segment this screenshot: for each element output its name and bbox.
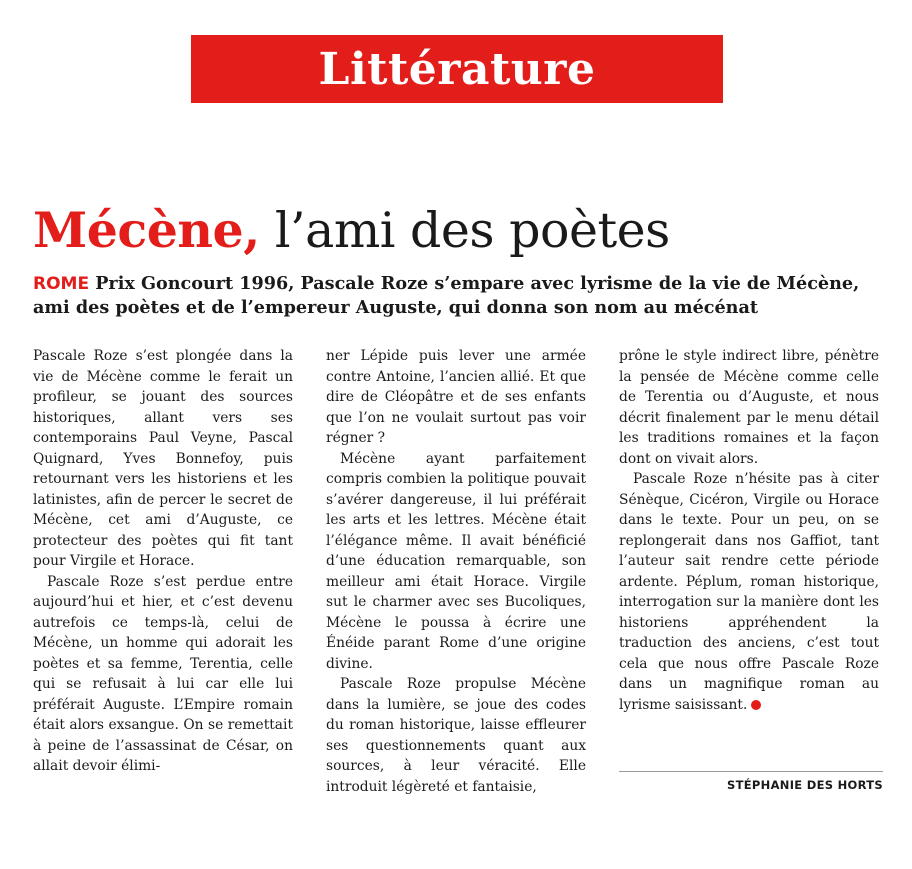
- article-paragraph-text: Pascale Roze n’hésite pas à citer Sénèque, Cicéron, Virgile ou Horace dans le texte. Pour un peu, on se replongerait dans nos Gaffiot, tant l’auteur sait rendre cette période ardente. Péplum, roman historique, interrogation sur la manière dont les historiens appréhendent la traduction des anciens, c’est tout cela que nous offre Pascale Roze dans un magnifique roman au lyrisme saisissant.: [619, 471, 879, 713]
- article-paragraph: prône le style indirect libre, pénètre la pensée de Mécène comme celle de Terentia ou d’Auguste, et nous décrit finalement par le menu détail les traditions romaines et la façon dont on vivait alors.: [619, 348, 879, 467]
- article-paragraph: Pascale Roze s’est plongée dans la vie de Mécène comme le ferait un profileur, se jouant des sources historiques, allant vers ses contemporains Paul Veyne, Pascal Quignard, Yves Bonnefoy, puis retournant vers les historiens et les latinistes, afin de percer le secret de Mécène, cet ami d’Auguste, ce protecteur des poètes qui fit tant pour Virgile et Horace.: [33, 348, 293, 569]
- article-paragraph: ner Lépide puis lever une armée contre Antoine, l’ancien allié. Et que dire de Cléopâtre et de ses enfants que l’on ne voulait surtout pas voir régner ?: [326, 348, 586, 446]
- section-title: Littérature: [318, 43, 596, 95]
- article-paragraph: Pascale Roze propulse Mécène dans la lumière, se joue des codes du roman historique, laisse effleurer ses questionnements quant aux sources, à leur véracité. Elle introduit légèreté et fantaisie,: [326, 676, 586, 795]
- headline: [33, 198, 670, 263]
- headline-accent: Mécène,: [33, 201, 260, 259]
- article-paragraph: [619, 469, 879, 715]
- byline-divider: [619, 771, 883, 772]
- article-column-1: [33, 346, 293, 777]
- headline-rest: l’ami des poètes: [259, 202, 670, 259]
- article-column-2: [326, 346, 586, 797]
- article-paragraph: Pascale Roze s’est perdue entre aujourd’hui et hier, et c’est devenu autrefois ce temps-là, celui de Mécène, un homme qui adorait les poètes et sa femme, Terentia, celle qui se refusait à lui car elle lui préférait Auguste. L’Empire romain était alors exsangue. On se remettait à peine de l’assassinat de César, on allait devoir élimi-: [33, 573, 293, 774]
- section-banner: [191, 35, 723, 103]
- byline: STÉPHANIE DES HORTS: [727, 778, 883, 792]
- article-column-3: [619, 346, 879, 715]
- end-mark-dot-icon: [751, 700, 761, 710]
- standfirst-kicker: ROME: [33, 274, 90, 294]
- standfirst: [33, 272, 893, 320]
- article-paragraph: Mécène ayant parfaitement compris combien la politique pouvait s’avérer dangereuse, il lui préférait les arts et les lettres. Mécène était l’élégance même. Il avait bénéficié d’une éducation remarquable, son meilleur ami était Horace. Virgile sut le charmer avec ses Bucoliques, Mécène le poussa à écrire une Énéide parant Rome d’une origine divine.: [326, 450, 586, 672]
- standfirst-text: Prix Goncourt 1996, Pascale Roze s’empare avec lyrisme de la vie de Mécène, ami des poètes et de l’empereur Auguste, qui donna son nom au mécénat: [33, 273, 860, 318]
